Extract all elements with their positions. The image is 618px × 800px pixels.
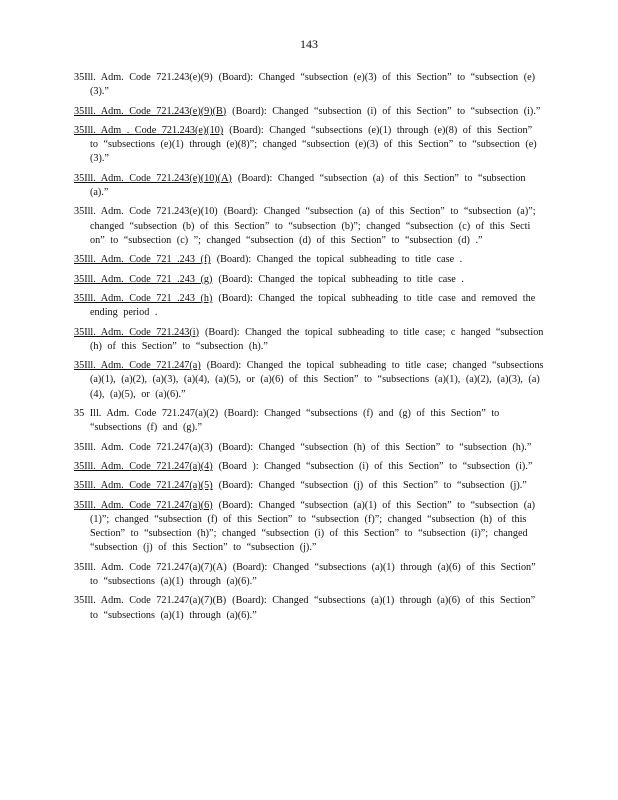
code-citation: 35Ill. Adm. Code 721.247(a) [74,360,201,372]
code-citation: 35Ill. Adm. Code 721.247(a)(6) [74,499,213,511]
amendment-entry [74,124,544,167]
amendment-entry [74,460,544,474]
amendment-description: (Board): Changed the topical subheading to title case; changed “subsections (a)(1), (a)(2), (a)(3), (a)(4), (a)(5), or (a)(6) of this Section” to “subsections (a)(1), (a)(2), (a)(3), (a)(4), (a)(5), or (a)(6).” [90,360,544,400]
amendment-description: (Board): Changed the topical subheading to title case . [218,273,464,285]
code-citation: 35Ill. Adm. Code 721.243(e)(10) [74,206,218,218]
code-citation: 35Ill. Adm. Code 721.243(e)(9)(B) [74,105,227,117]
code-citation: 35Ill. Adm . Code 721.243(e)(10) [74,124,224,136]
amendment-entry [74,441,544,455]
code-citation: 35Ill. Adm. Code 721.247(a)(7)(B) [74,595,227,607]
amendment-entry [74,273,544,287]
amendment-description: (Board): Changed the topical subheading to title case and removed the ending period . [90,292,536,319]
code-citation: 35Ill. Adm. Code 721.247(a)(5) [74,480,213,492]
amendment-description: (Board): Changed “subsections (f) and (g) of this Section” to “subsections (f) and (g).” [90,407,500,434]
amendment-list [74,71,544,628]
amendment-description: (Board): Changed “subsection (i) of this Section” to “subsection (i).” [232,105,541,117]
code-citation: 35Ill. Adm. Code 721.247(a)(3) [74,441,213,453]
amendment-description: (Board): Changed the topical subheading to title case; c hanged “subsection (h) of this Section” to “subsection (h).” [90,326,544,352]
amendment-entry [74,359,544,402]
amendment-description: (Board): Changed “subsection (e)(3) of this Section” to “subsection (e)(3).” [90,72,536,98]
amendment-entry [74,407,544,435]
amendment-description: (Board ): Changed “subsection (i) of this Section” to “subsection (i).” [218,460,533,472]
amendment-description: (Board): Changed “subsections (a)(1) through (a)(6) of this Section” to “subsections (a)(1) through (a)(6).” [90,561,536,587]
code-citation: 35Ill. Adm. Code 721.243(e)(9) [74,72,213,83]
amendment-description: (Board): Changed the topical subheading to title case . [216,254,463,266]
code-citation: 35Ill. Adm. Code 721.243(e)(10)(A) [74,172,232,184]
amendment-description: (Board): Changed “subsection (j) of this Section” to “subsection (j).” [218,480,527,492]
page-number: 143 [300,37,318,51]
amendment-entry [74,326,544,354]
amendment-description: (Board): Changed “subsection (a) of this Section” to “subsection (a).” [90,172,526,198]
amendment-description: (Board): Changed “subsection (h) of this Section” to “subsection (h).” [218,441,532,453]
amendment-entry [74,292,544,320]
amendment-description: (Board): Changed “subsections (a)(1) through (a)(6) of this Section” to “subsections (a)(1) through (a)(6).” [90,595,536,621]
code-citation: 35Ill. Adm. Code 721.247(a)(7)(A) [74,561,227,573]
amendment-entry [74,561,544,589]
amendment-description: (Board): Changed “subsections (e)(1) through (e)(8) of this Section” to “subsections (e)(1) through (e)(8)”; changed “subsection (e)(3) of this Section” to “subsection (e)(3).” [90,124,537,165]
code-citation: 35Ill. Adm. Code 721 .243 (f) [74,254,211,266]
amendment-entry [74,594,544,622]
code-citation: 35Ill. Adm. Code 721 .243 (g) [74,273,213,285]
amendment-description: (Board): Changed “subsection (a) of this Section” to “subsection (a)”; changed “subsection (b) of this Section” to “subsection (b)”; changed “subsection (c) of this Secti on” to “subsection (c) ”; changed “subsection (d) of this Section” to “subsection (d) .” [90,206,536,246]
amendment-entry [74,71,544,99]
code-citation: 35Ill. Adm. Code 721.247(a)(4) [74,460,213,472]
amendment-entry [74,105,544,119]
amendment-description: (Board): Changed “subsection (a)(1) of this Section” to “subsection (a)(1)”; changed “subsection (f) of this Section” to “subsection (f)”; changed “subsection (h) of this Section” to “subsection (h)”; changed “subsection (i) of this Section” to “subsection (i)”; changed “subsection (j) of this Section” to “subsection (j).” [90,499,536,554]
amendment-entry [74,499,544,556]
code-citation: 35 Ill. Adm. Code 721.247(a)(2) [74,407,219,419]
amendment-entry [74,205,544,248]
code-citation: 35Ill. Adm. Code 721 .243 (h) [74,292,213,304]
amendment-entry [74,172,544,200]
amendment-entry [74,253,544,267]
code-citation: 35Ill. Adm. Code 721.243(i) [74,326,200,338]
amendment-entry [74,479,544,493]
